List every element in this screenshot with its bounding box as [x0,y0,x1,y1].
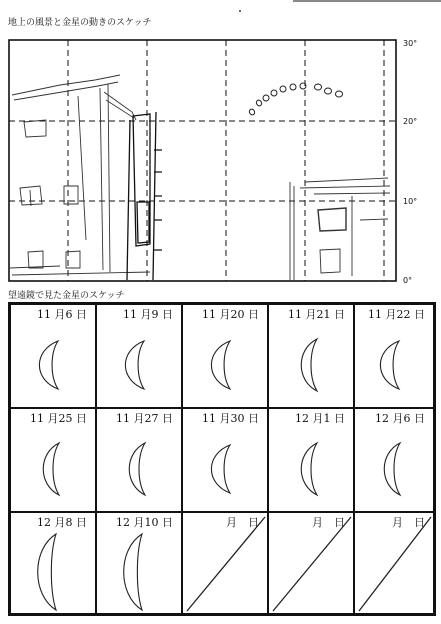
sketch-date: 12 月6 日 [375,412,425,425]
sketch-date: 11 月27 日 [116,412,173,425]
sketch-cell [354,512,434,614]
venus-phase-sketch [384,443,400,495]
sketch-cell [182,512,268,614]
blank-slash [273,517,351,611]
venus-phase-sketch [124,534,142,610]
blank-slash [359,517,431,611]
venus-phase-sketch [211,445,230,493]
venus-phase-sketch [211,341,230,389]
sketch-cell [10,408,96,512]
sketch-cell [182,408,268,512]
sketch-date: 11 月6 日 [37,308,87,321]
sketch-date: 月 日 [226,516,259,529]
sketch-date: 11 月20 日 [202,308,259,321]
sketch-cell [96,304,182,408]
sketch-cell [354,304,434,408]
sketch-date: 月 日 [312,516,345,529]
sketch-date: 11 月25 日 [30,412,87,425]
venus-phase-sketch [380,341,399,389]
venus-phase-sketch [301,339,317,391]
sketch-cell [182,304,268,408]
altitude-label-0: 0° [403,276,413,285]
sketch-cell [268,408,354,512]
sketch-date: 11 月30 日 [202,412,259,425]
sketch-date: 11 月21 日 [288,308,345,321]
sketch-cell [354,408,434,512]
sketch-date: 月 日 [392,516,425,529]
sketch-cell [268,304,354,408]
altitude-label-10: 10° [403,197,418,206]
venus-phase-sketch [125,341,144,389]
landscape-section-title: 地上の風景と金星の動きのスケッチ [8,18,152,28]
sketch-cell [10,304,96,408]
sketch-cell [96,408,182,512]
telescope-section-title: 望遠鏡で見た金星のスケッチ [8,291,125,301]
sketch-cell [268,512,354,614]
sketch-cell [10,512,96,614]
venus-phase-sketch [129,443,145,495]
venus-phase-sketch [43,443,59,495]
sketch-date: 11 月9 日 [123,308,173,321]
sketch-date: 12 月10 日 [116,516,173,529]
telescope-sketch-grid [8,302,436,616]
altitude-label-20: 20° [403,117,418,126]
venus-phase-sketch [301,443,317,495]
sketch-date: 12 月1 日 [295,412,345,425]
sketch-cell [96,512,182,614]
landscape-sketch [0,0,441,290]
altitude-label-30: 30° [403,39,418,48]
venus-phase-sketch [39,341,58,389]
sketch-date: 11 月22 日 [368,308,425,321]
venus-phase-sketch [38,534,56,610]
sketch-date: 12 月8 日 [37,516,87,529]
blank-slash [187,517,265,611]
